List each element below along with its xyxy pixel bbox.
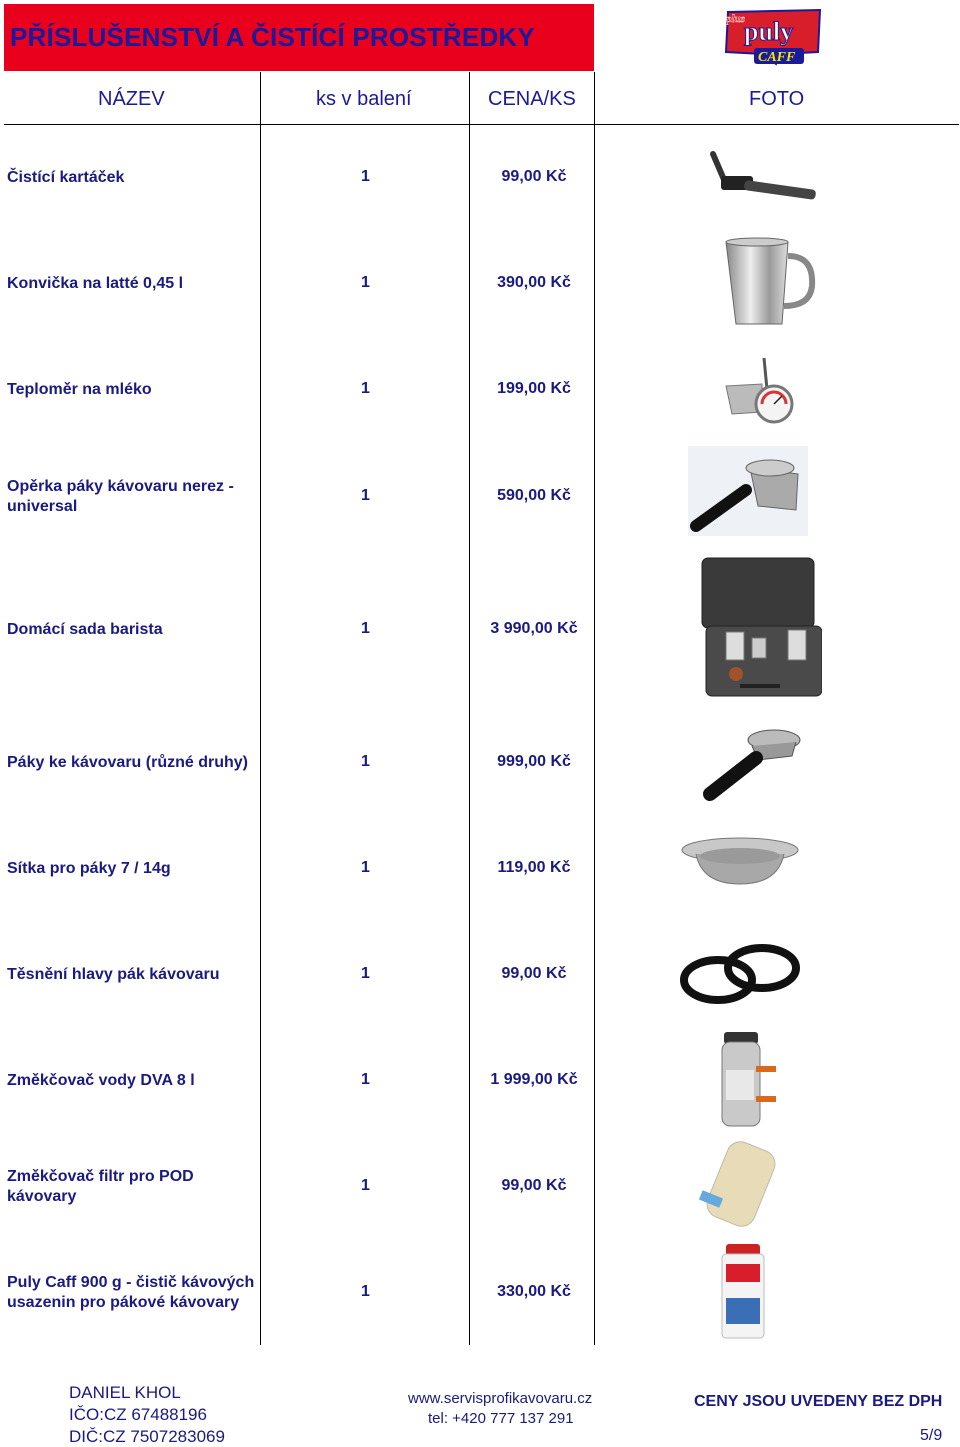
product-name: Čistící kartáček [7,169,125,186]
product-qty: 1 [361,1177,370,1194]
product-name: Domácí sada barista [7,621,163,638]
product-price: 330,00 Kč [497,1283,571,1300]
product-qty: 1 [361,380,370,397]
product-qty: 1 [361,1283,370,1300]
company-ico: IČO:CZ 67488196 [69,1405,207,1424]
product-qty: 1 [361,274,370,291]
product-name: Teploměr na mléko [7,381,152,398]
svg-text:CAFF: CAFF [758,50,796,65]
column-header-price: CENA/KS [488,88,576,110]
column-header-name: NÁZEV [98,88,165,110]
company-name: DANIEL KHOL [69,1383,181,1402]
product-name: Opěrka páky kávovaru nerez - universal [7,478,234,515]
product-name: Změkčovač filtr pro POD kávovary [7,1168,194,1205]
product-price: 1 999,00 Kč [490,1071,578,1088]
filter-basket-icon [680,836,800,892]
puly-caff-logo [720,6,826,68]
product-qty: 1 [361,168,370,185]
water-softener-icon [718,1030,782,1132]
product-price: 590,00 Kč [497,487,571,504]
svg-text:puly: puly [744,17,794,46]
website-link[interactable]: www.servisprofikavovaru.cz [408,1390,593,1407]
vat-note: CENY JSOU UVEDENY BEZ DPH [694,1393,943,1410]
product-name: Sítka pro páky 7 / 14g [7,860,171,877]
column-divider [260,72,261,1345]
column-header-qty: ks v balení [316,88,412,110]
page-title: PŘÍSLUŠENSTVÍ A ČISTÍCÍ PROSTŘEDKY [10,22,535,52]
gasket-icon [674,932,804,1014]
column-header-photo: FOTO [749,88,805,110]
company-dic: DIČ:CZ 7507283069 [69,1427,225,1446]
product-name: Konvička na latté 0,45 l [7,275,184,292]
product-qty: 1 [361,487,370,504]
table-header [4,72,959,125]
cleaner-jar-icon [720,1242,766,1340]
product-qty: 1 [361,965,370,982]
barista-case-icon [700,556,822,700]
product-name: Těsnění hlavy pák kávovaru [7,966,220,983]
product-price: 119,00 Kč [497,859,571,876]
product-qty: 1 [361,859,370,876]
product-qty: 1 [361,620,370,637]
pitcher-icon [722,236,822,330]
product-name: Změkčovač vody DVA 8 l [7,1072,195,1089]
product-price: 99,00 Kč [501,965,567,982]
product-qty: 1 [361,753,370,770]
brush-icon [695,140,835,218]
product-name: Puly Caff 900 g - čistič kávových usazenin pro pákové kávovary [7,1274,255,1311]
portafilter-rest-icon [688,446,808,536]
product-price: 999,00 Kč [497,753,571,770]
column-divider [469,72,470,1345]
product-price: 99,00 Kč [501,168,567,185]
svg-text:plus: plus [726,13,745,25]
product-name: Páky ke kávovaru (různé druhy) [7,754,248,771]
filter-cartridge-icon [690,1138,798,1232]
product-price: 199,00 Kč [497,380,571,397]
product-price: 99,00 Kč [501,1177,567,1194]
product-qty: 1 [361,1071,370,1088]
phone-number: tel: +420 777 137 291 [428,1410,574,1427]
thermometer-icon [722,352,832,426]
product-price: 390,00 Kč [497,274,571,291]
page-number: 5/9 [920,1427,943,1444]
portafilter-icon [700,724,804,802]
title-bar [4,4,594,71]
column-divider [594,72,595,1345]
product-price: 3 990,00 Kč [490,620,578,637]
